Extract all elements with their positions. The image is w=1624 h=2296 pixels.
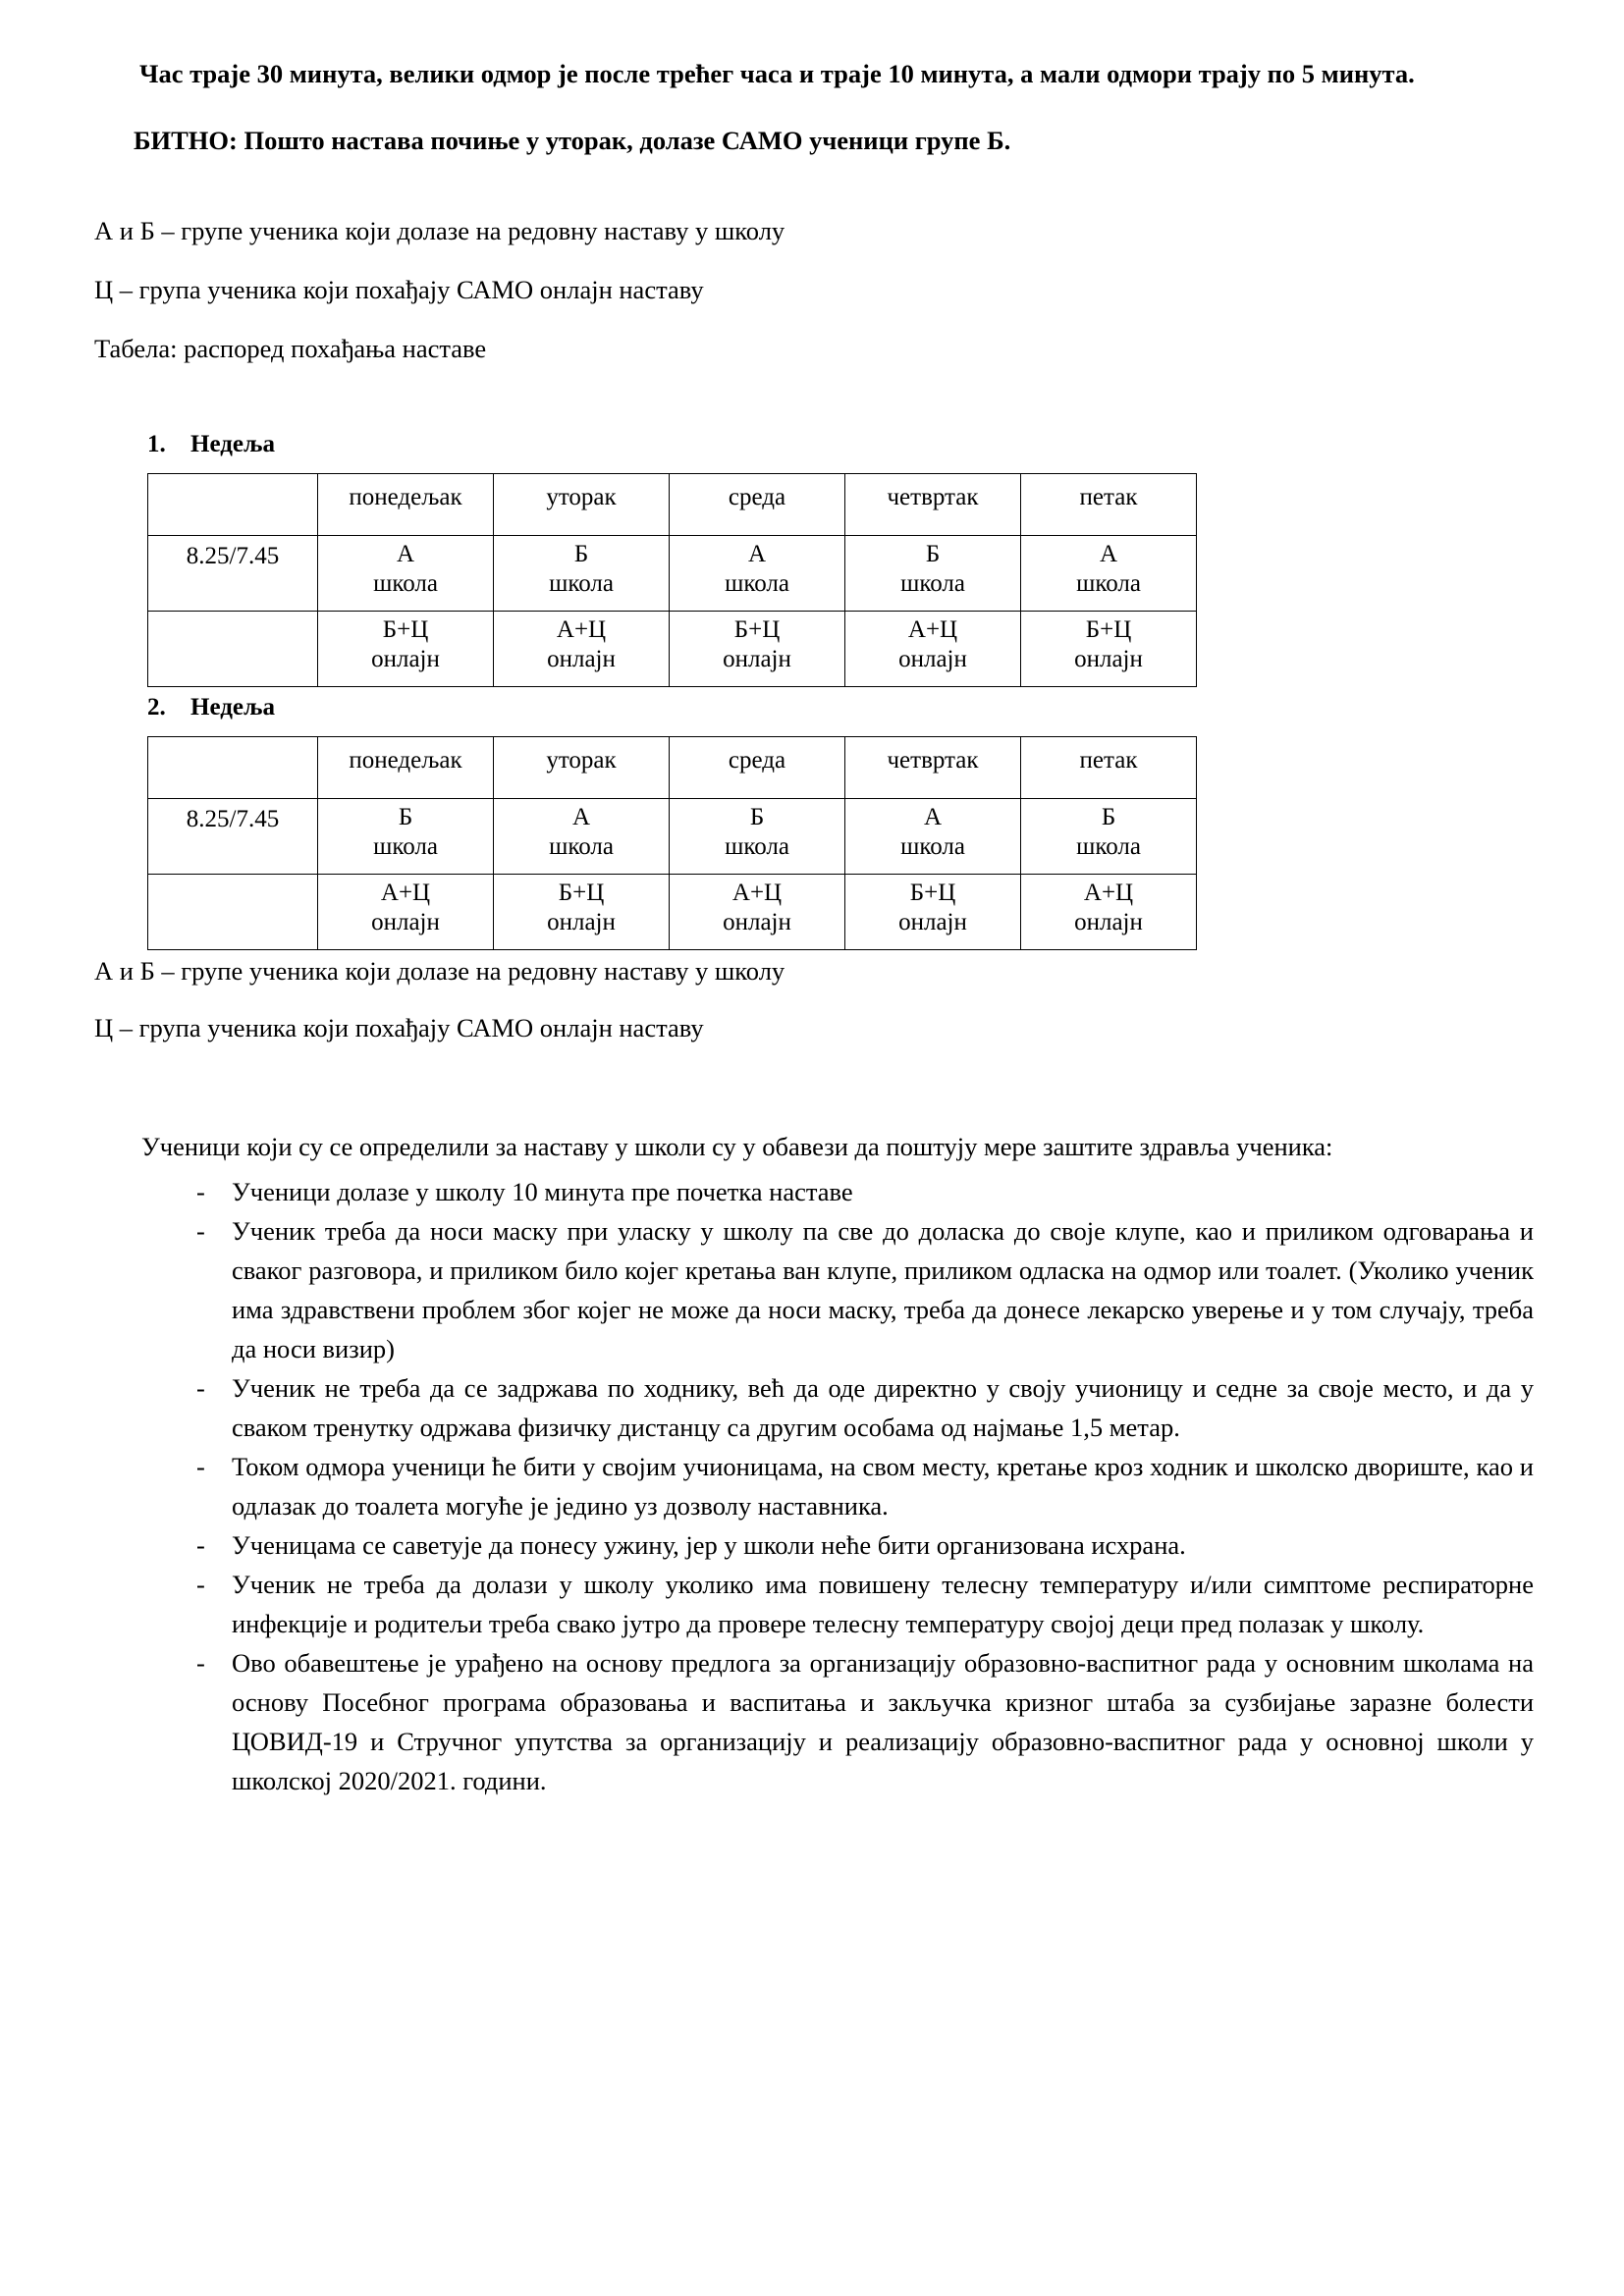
cell-mode: онлајн [898, 646, 967, 672]
header-day-thursday: четвртак [845, 474, 1021, 536]
cell-thursday [845, 875, 1021, 950]
cell-mode: онлајн [547, 909, 616, 935]
health-measures-intro: Ученици који су се определили за наставу у школи су у обавези да поштују мере заштите здравља ученика: [141, 1132, 1333, 1161]
cell-tuesday [494, 799, 670, 875]
bullet-dash-icon: - [196, 1216, 205, 1246]
legend-groups-ab-bottom: А и Б – групе ученика који долазе на редовну наставу у школу [94, 956, 785, 986]
bullet-dash-icon: - [196, 1373, 205, 1403]
bullet-dash-icon: - [196, 1648, 205, 1678]
cell-monday [318, 612, 494, 687]
list-item [94, 1172, 1534, 1211]
list-item [94, 1211, 1534, 1368]
list-item [94, 1368, 1534, 1447]
cell-mode: школа [373, 570, 438, 597]
cell-tuesday [494, 536, 670, 612]
cell-wednesday [670, 875, 845, 950]
cell-tuesday [494, 612, 670, 687]
table-header-row [148, 474, 1197, 536]
cell-monday [318, 799, 494, 875]
cell-mode: школа [725, 570, 789, 597]
cell-group: А+Ц [731, 880, 783, 906]
cell-group: А [396, 541, 415, 567]
list-item-text: Ученик не треба да се задржава по ходнику, већ да оде директно у своју учионицу и седне за своје место, и да у сваком тренутку одржава физичку дистанцу са другим особама од најмање 1,5 метар. [232, 1373, 1534, 1442]
table-header-row [148, 737, 1197, 799]
week-1-label: Недеља [190, 431, 275, 457]
cell-group: А+Ц [380, 880, 431, 906]
list-item-text: Ученик треба да носи маску при уласку у школу па све до доласка до своје клупе, као и приликом одговарања и сваког разговора, и приликом било којег кретања ван клупе, приликом одласка на одмор или тоалет. (Уколико ученик има здравствени проблем због којег не може да носи маску, треба да донесе лекарско уверење и у том случају, треба да носи визир) [232, 1216, 1534, 1363]
bullet-dash-icon: - [196, 1570, 205, 1599]
cell-mode: онлајн [371, 646, 440, 672]
cell-group: Б+Ц [733, 616, 781, 643]
list-item-text: Ово обавештење је урађено на основу предлога за организацију образовно-васпитног рада у основним школама на основу Посебног програма образовања и васпитања и закључка кризног штаба за сузбијање заразне болести ЦОВИД-19 и Стручног упутства за организацију и реализацију образовно-васпитног рада у основној школи у школској 2020/2021. години. [232, 1648, 1534, 1795]
cell-mode: школа [725, 833, 789, 860]
bullet-dash-icon: - [196, 1177, 205, 1206]
header-day-wednesday: среда [670, 474, 845, 536]
cell-friday [1021, 799, 1197, 875]
spacer [94, 393, 1534, 430]
week-1-heading [147, 430, 1534, 459]
cell-mode: онлајн [898, 909, 967, 935]
cell-mode: школа [900, 570, 965, 597]
schedule-table-week-1 [147, 473, 1197, 687]
cell-wednesday [670, 536, 845, 612]
row-time-label [148, 799, 318, 875]
header-corner-cell [148, 737, 318, 799]
schedule-table-week-2 [147, 736, 1197, 950]
list-item [94, 1643, 1534, 1800]
week-2-label: Недеља [190, 694, 275, 721]
time-value [152, 879, 313, 881]
row-time-label [148, 536, 318, 612]
row-time-label [148, 875, 318, 950]
cell-mode: школа [1076, 833, 1141, 860]
cell-group: Б [398, 804, 413, 830]
cell-group: А [923, 804, 943, 830]
header-corner-cell [148, 474, 318, 536]
header-day-tuesday: уторак [494, 474, 670, 536]
cell-mode: школа [1076, 570, 1141, 597]
spacer [94, 161, 1534, 216]
cell-group: А [1099, 541, 1118, 567]
cell-thursday [845, 799, 1021, 875]
cell-mode: онлајн [1074, 646, 1143, 672]
header-day-friday: петак [1021, 474, 1197, 536]
header-day-wednesday: среда [670, 737, 845, 799]
list-item [94, 1447, 1534, 1525]
list-item-text: Ученици долазе у школу 10 минута пре почетка наставе [232, 1177, 853, 1206]
cell-friday [1021, 612, 1197, 687]
header-day-monday: понедељак [318, 737, 494, 799]
header-day-friday: петак [1021, 737, 1197, 799]
table-row [148, 536, 1197, 612]
cell-group: А [747, 541, 767, 567]
table-row [148, 799, 1197, 875]
cell-mode: школа [549, 570, 614, 597]
list-item [94, 1525, 1534, 1565]
cell-group: Б+Ц [382, 616, 429, 643]
cell-group: Б [1101, 804, 1116, 830]
bullet-dash-icon: - [196, 1452, 205, 1481]
cell-monday [318, 875, 494, 950]
cell-wednesday [670, 612, 845, 687]
row-time-label [148, 612, 318, 687]
time-value: 8.25/7.45 [186, 543, 280, 569]
cell-tuesday [494, 875, 670, 950]
list-item [94, 1565, 1534, 1643]
time-value [152, 615, 313, 617]
cell-group: А+Ц [556, 616, 607, 643]
week-1-number: 1. [147, 431, 166, 457]
spacer [94, 1072, 1534, 1127]
list-item-text: Ученик не треба да долази у школу уколико има повишену телесну температуру и/или симптоме респираторне инфекције и родитељи треба свако јутро да провере телесну температуру својој деци пред полазак у школу. [232, 1570, 1534, 1638]
time-value: 8.25/7.45 [186, 806, 280, 832]
cell-wednesday [670, 799, 845, 875]
intro-paragraph-schedule-duration: Час траје 30 минута, велики одмор је после трећег часа и траје 10 минута, а мали одмори трају по 5 минута. [139, 59, 1415, 88]
legend-group-c-top: Ц – група ученика који похађају САМО онлајн наставу [94, 275, 704, 304]
cell-mode: онлајн [547, 646, 616, 672]
cell-group: А+Ц [1083, 880, 1134, 906]
cell-friday [1021, 875, 1197, 950]
table-row [148, 612, 1197, 687]
week-2-heading [147, 693, 1534, 722]
cell-group: Б [925, 541, 941, 567]
cell-group: Б+Ц [909, 880, 956, 906]
cell-mode: онлајн [1074, 909, 1143, 935]
table-row [148, 875, 1197, 950]
legend-group-c-bottom: Ц – група ученика који похађају САМО онлајн наставу [94, 1013, 704, 1042]
document-content [94, 53, 1534, 1800]
list-item-text: Током одмора ученици ће бити у својим учионицама, на свом месту, кретање кроз ходник и школско двориште, као и одлазак до тоалета могуће је једино уз дозволу наставника. [232, 1452, 1534, 1521]
cell-group: А [571, 804, 591, 830]
cell-mode: школа [900, 833, 965, 860]
cell-group: Б+Ц [1085, 616, 1132, 643]
cell-mode: онлајн [371, 909, 440, 935]
cell-monday [318, 536, 494, 612]
table-caption: Табела: распоред похађања наставе [94, 334, 487, 363]
cell-group: А+Ц [907, 616, 958, 643]
header-day-thursday: четвртак [845, 737, 1021, 799]
header-day-monday: понедељак [318, 474, 494, 536]
cell-thursday [845, 536, 1021, 612]
intro-paragraph-important-notice: БИТНО: Пошто настава почиње у уторак, долазе САМО ученици групе Б. [134, 126, 1011, 155]
cell-friday [1021, 536, 1197, 612]
health-measures-list [94, 1172, 1534, 1800]
cell-group: Б [573, 541, 589, 567]
header-day-tuesday: уторак [494, 737, 670, 799]
cell-group: Б+Ц [558, 880, 605, 906]
cell-mode: онлајн [723, 909, 791, 935]
cell-thursday [845, 612, 1021, 687]
cell-mode: онлајн [723, 646, 791, 672]
bullet-dash-icon: - [196, 1530, 205, 1560]
legend-groups-ab-top: А и Б – групе ученика који долазе на редовну наставу у школу [94, 216, 785, 245]
cell-group: Б [749, 804, 765, 830]
cell-mode: школа [549, 833, 614, 860]
week-2-number: 2. [147, 694, 166, 721]
cell-mode: школа [373, 833, 438, 860]
list-item-text: Ученицама се саветује да понесу ужину, јер у школи неће бити организована исхрана. [232, 1530, 1186, 1560]
